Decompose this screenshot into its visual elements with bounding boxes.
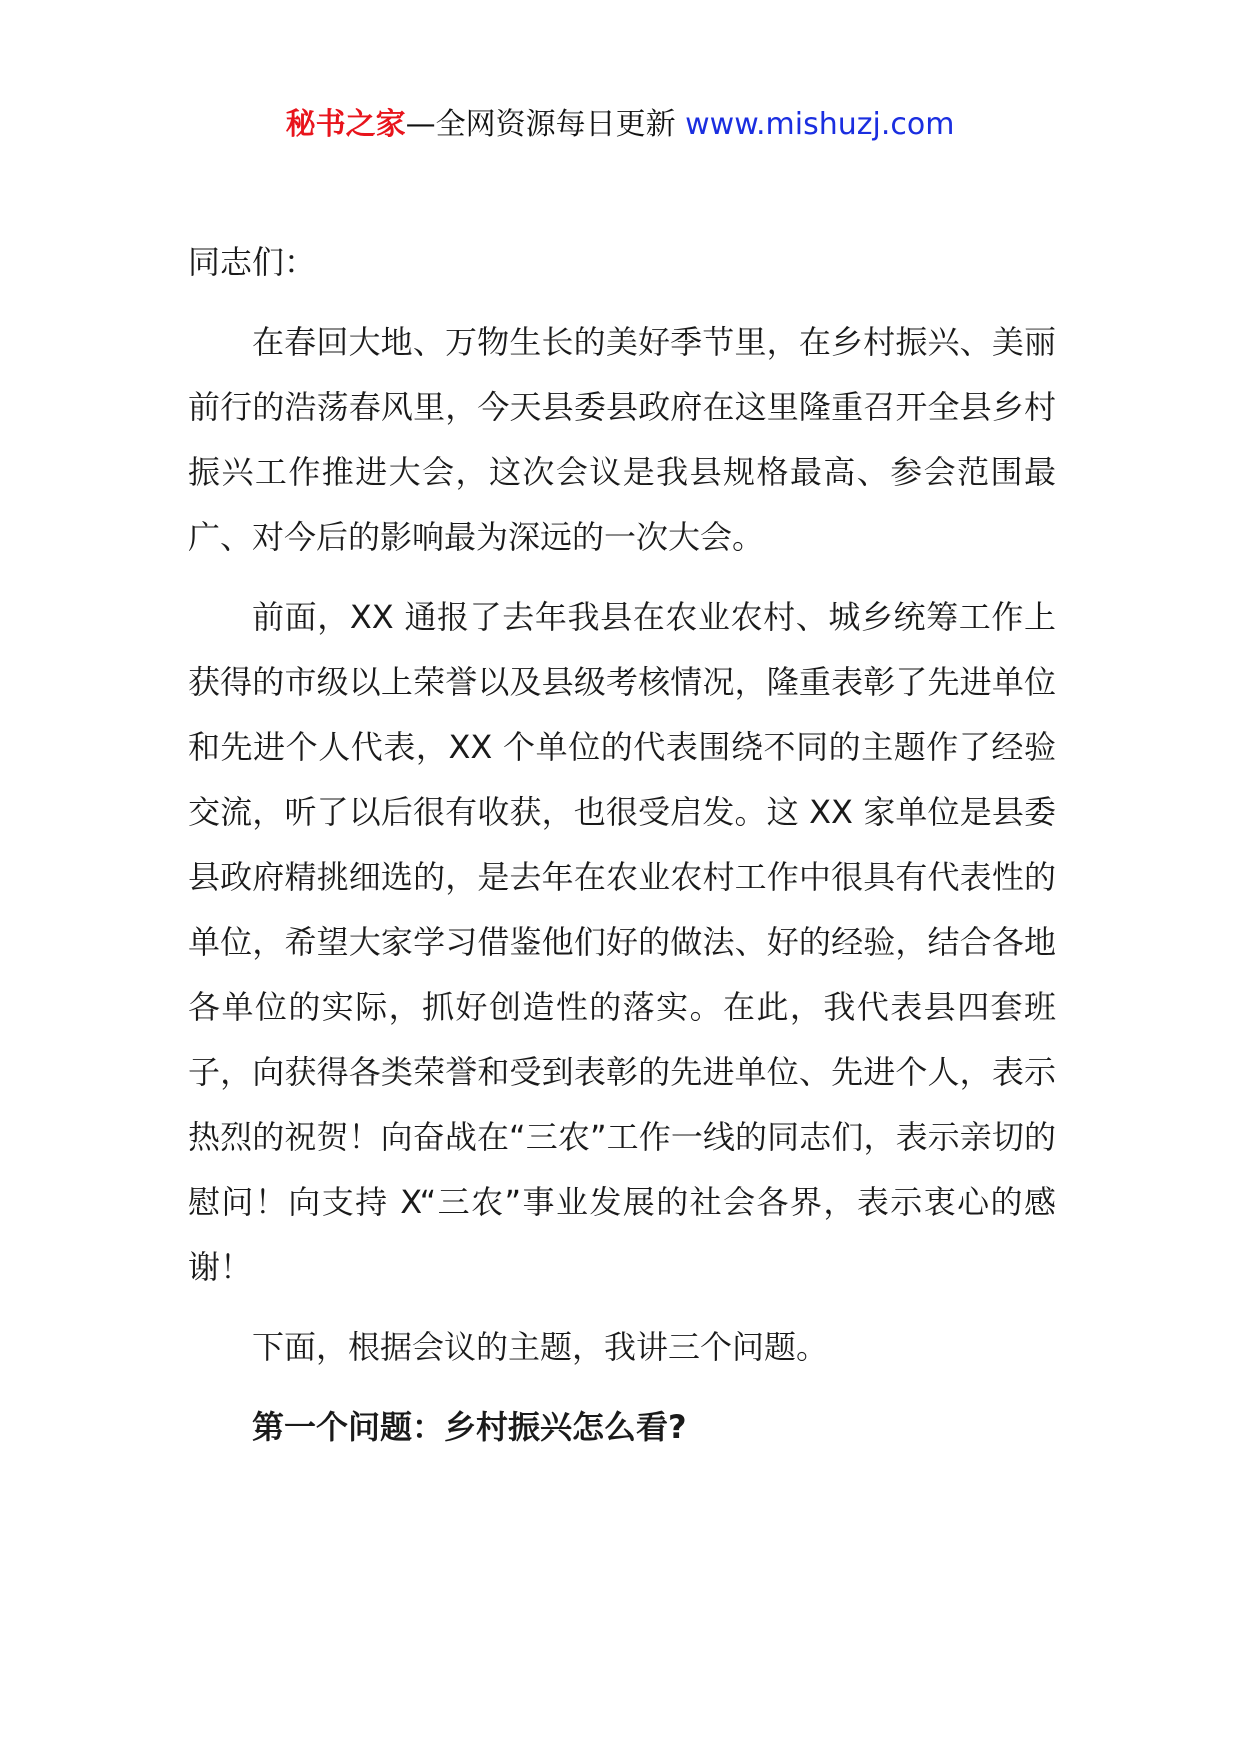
page-header [0, 100, 1240, 150]
paragraph-outline: 下面，根据会议的主题，我讲三个问题。 [252, 1328, 829, 1366]
paragraph-opening: 在春回大地、万物生长的美好季节里，在乡村振兴、美丽前行的浩荡春风里，今天县委县政府在这里隆重召开全县乡村振兴工作推进大会，这次会议是我县规格最高、参会范围最广、对今后的影响最为深远的一次大会。 [188, 323, 1056, 556]
header-tagline: —全网资源每日更新 [405, 107, 676, 142]
salutation: 同志们： [188, 243, 317, 281]
section-heading: 第一个问题：乡村振兴怎么看? [252, 1408, 687, 1446]
website-link[interactable]: www.mishuzj.com [685, 107, 955, 142]
paragraph-commendation: 前面，XX 通报了去年我县在农业农村、城乡统筹工作上获得的市级以上荣誉以及县级考核情况，隆重表彰了先进单位和先进个人代表，XX 个单位的代表围绕不同的主题作了经验交流，听了以后很有收获，也很受启发。这 XX 家单位是县委县政府精挑细选的，是去年在农业农村工作中很具有代表性的单位，希望大家学习借鉴他们好的做法、好的经验，结合各地各单位的实际，抓好创造性的落实。在此，我代表县四套班子，向获得各类荣誉和受到表彰的先进单位、先进个人，表示热烈的祝贺！向奋战在“三农”工作一线的同志们，表示亲切的慰问！向支持 X“三农”事业发展的社会各界，表示衷心的感谢！ [188, 598, 1056, 1286]
document-body [188, 230, 1056, 1460]
brand-name: 秘书之家 [285, 107, 406, 142]
